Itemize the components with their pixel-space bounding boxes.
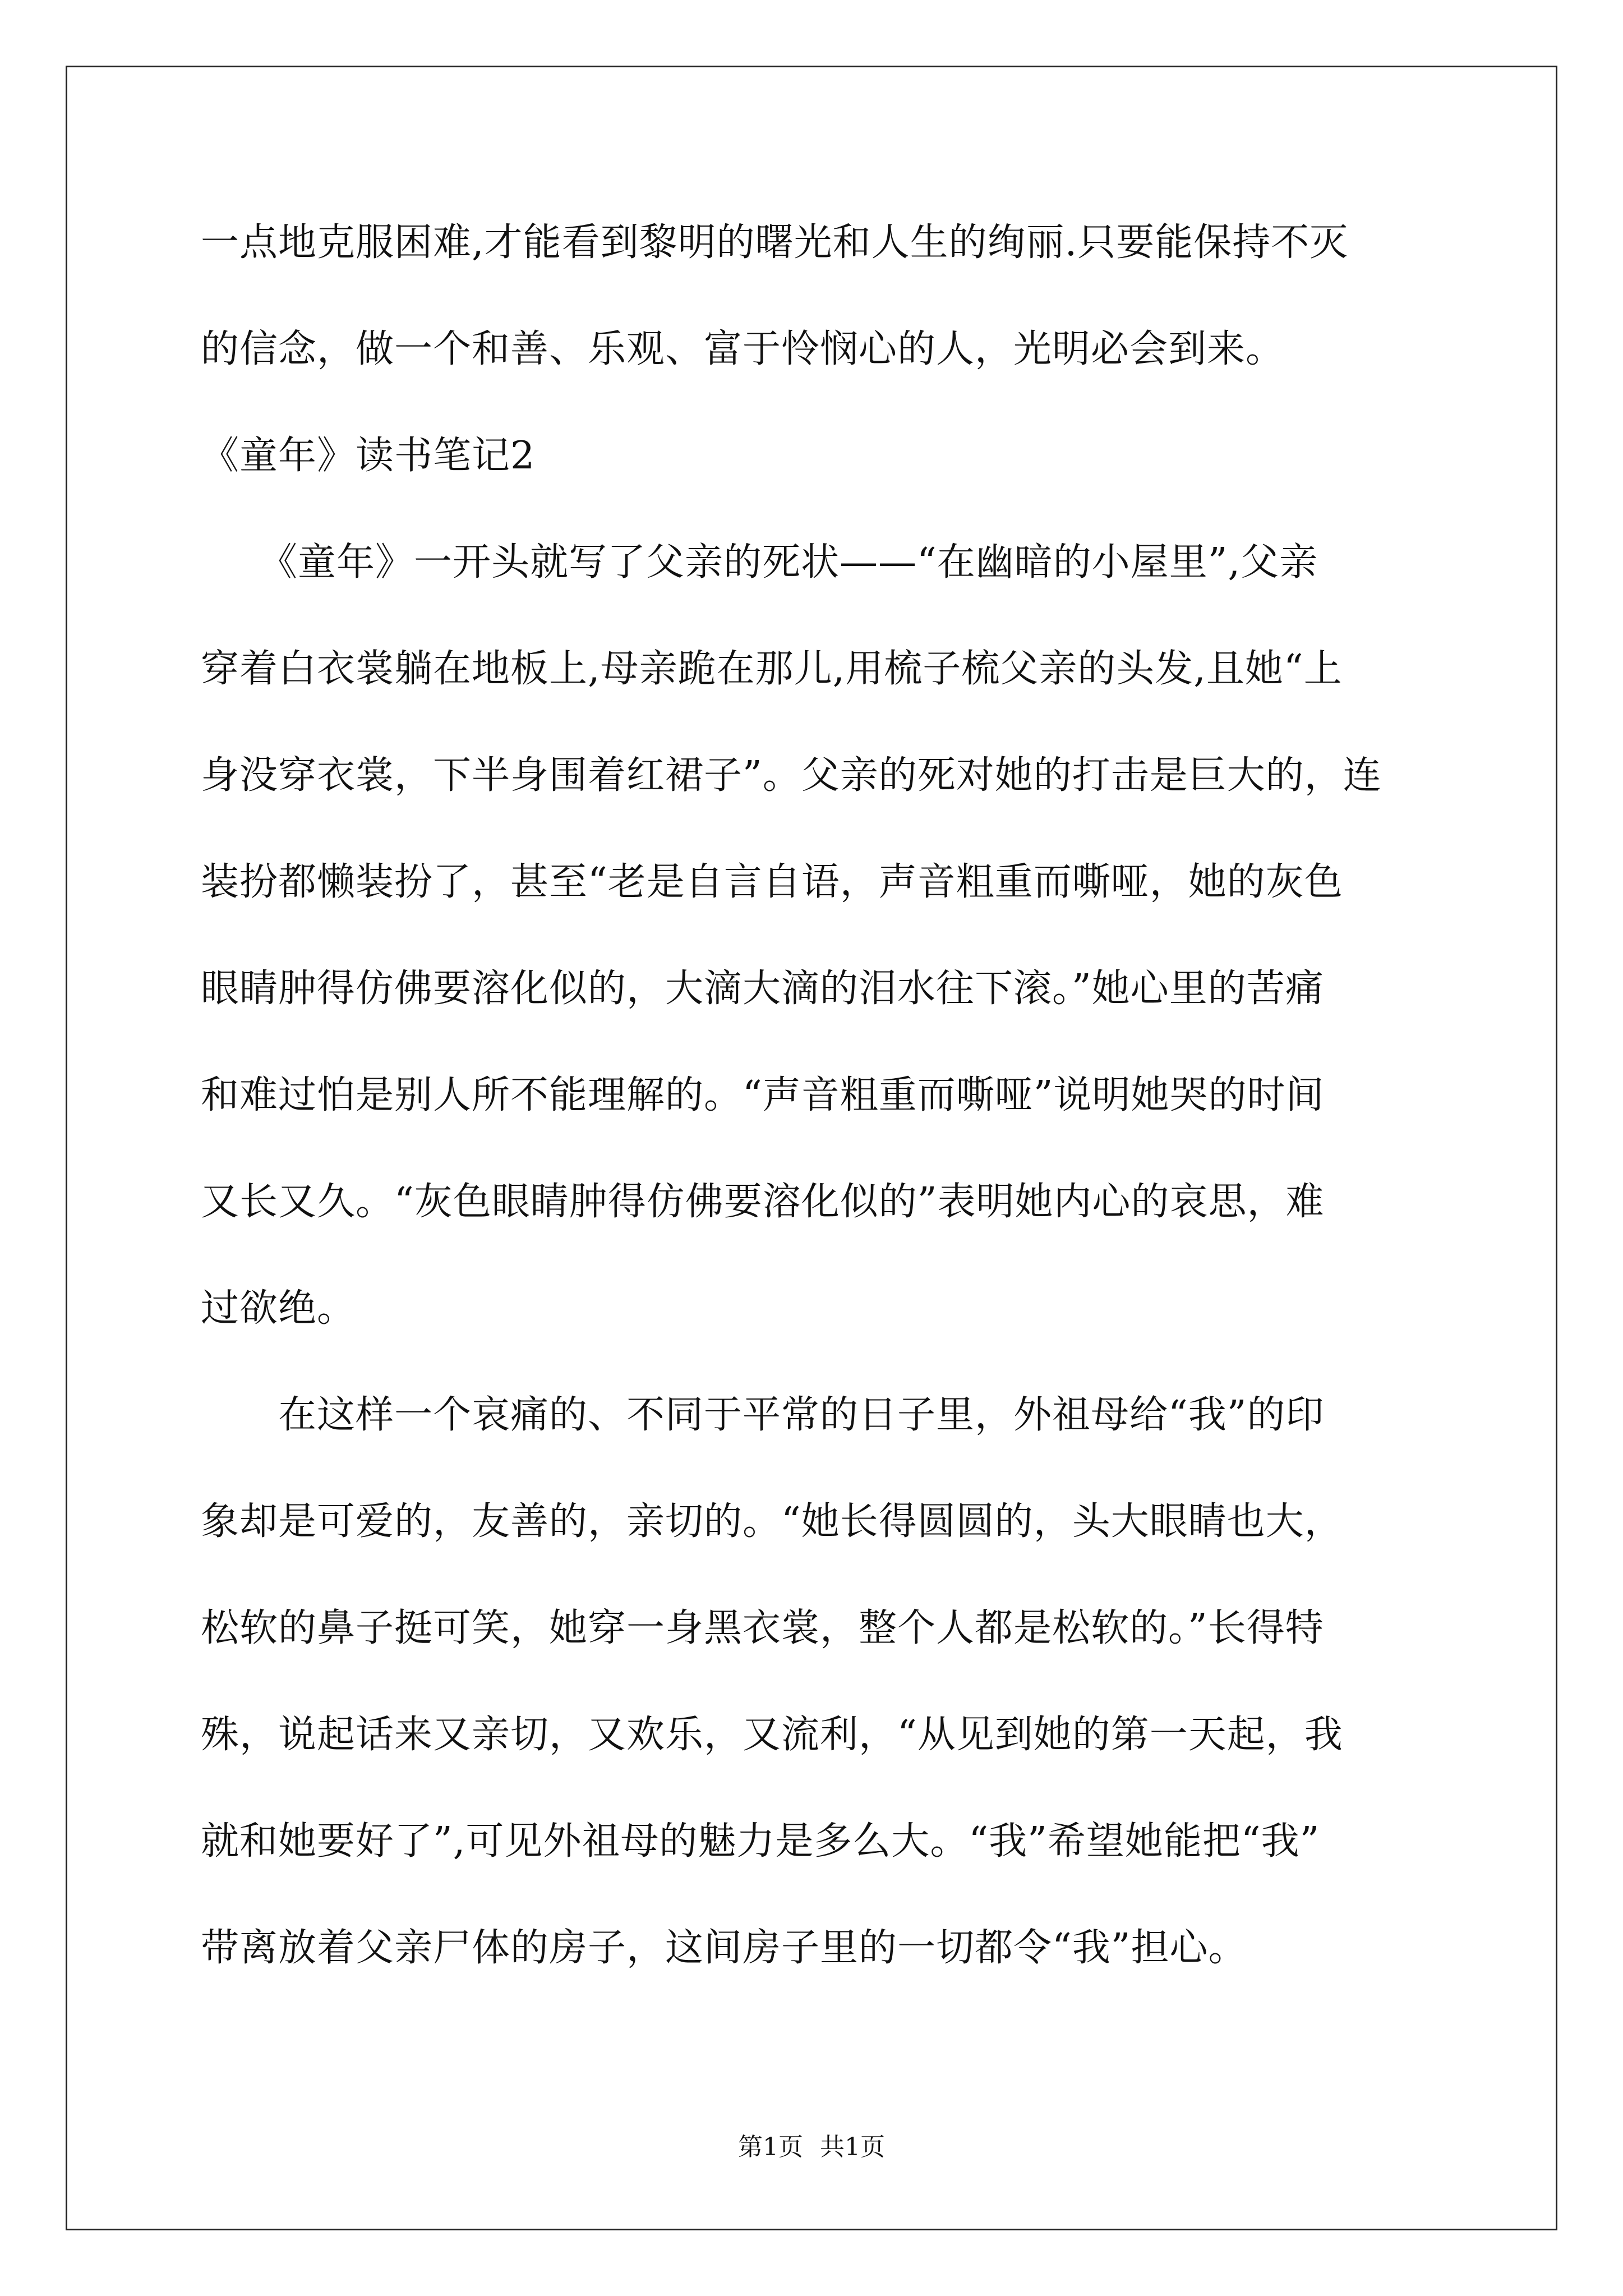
text-line: 穿着白衣裳躺在地板上,母亲跪在那儿,用梳子梳父亲的头发,且她“上 [201, 647, 1343, 691]
text-line: 松软的鼻子挺可笑，她穿一身黑衣裳，整个人都是松软的。”长得特 [201, 1606, 1324, 1650]
text-line: 眼睛肿得仿佛要溶化似的，大滴大滴的泪水往下滚。”她心里的苦痛 [201, 967, 1324, 1011]
section-heading: 《童年》读书笔记2 [201, 434, 536, 478]
page-border [66, 66, 1557, 2230]
text-line: 象却是可爱的，友善的，亲切的。“她长得圆圆的，头大眼睛也大， [201, 1499, 1343, 1544]
text-line: 的信念，做一个和善、乐观、富于怜悯心的人，光明必会到来。 [201, 327, 1285, 371]
text-line: 身没穿衣裳，下半身围着红裙子”。父亲的死对她的打击是巨大的，连 [201, 753, 1382, 798]
text-line: 又长又久。“灰色眼睛肿得仿佛要溶化似的”表明她内心的哀思，难 [201, 1180, 1325, 1224]
page-number: 第1页 [738, 2133, 803, 2161]
page-count: 共1页 [820, 2133, 885, 2161]
text-line: 和难过怕是别人所不能理解的。“声音粗重而嘶哑”说明她哭的时间 [201, 1073, 1325, 1117]
text-line: 殊，说起话来又亲切，又欢乐，又流利，“从见到她的第一天起，我 [201, 1713, 1343, 1757]
text-line: 装扮都懒装扮了，甚至“老是自言自语，声音粗重而嘶哑，她的灰色 [201, 860, 1343, 904]
page-footer [0, 2131, 1623, 2164]
text-line: 一点地克服困难,才能看到黎明的曙光和人生的绚丽.只要能保持不灭 [201, 220, 1349, 265]
text-line: 带离放着父亲尸体的房子，这间房子里的一切都令“我”担心。 [201, 1926, 1247, 1970]
text-line: 就和她要好了”,可见外祖母的魅力是多么大。“我”希望她能把“我” [201, 1819, 1320, 1864]
text-line: 《童年》一开头就写了父亲的死状——“在幽暗的小屋里”,父亲 [201, 540, 1318, 585]
text-line: 在这样一个哀痛的、不同于平常的日子里，外祖母给“我”的印 [201, 1393, 1325, 1437]
text-line: 过欲绝。 [201, 1286, 356, 1331]
